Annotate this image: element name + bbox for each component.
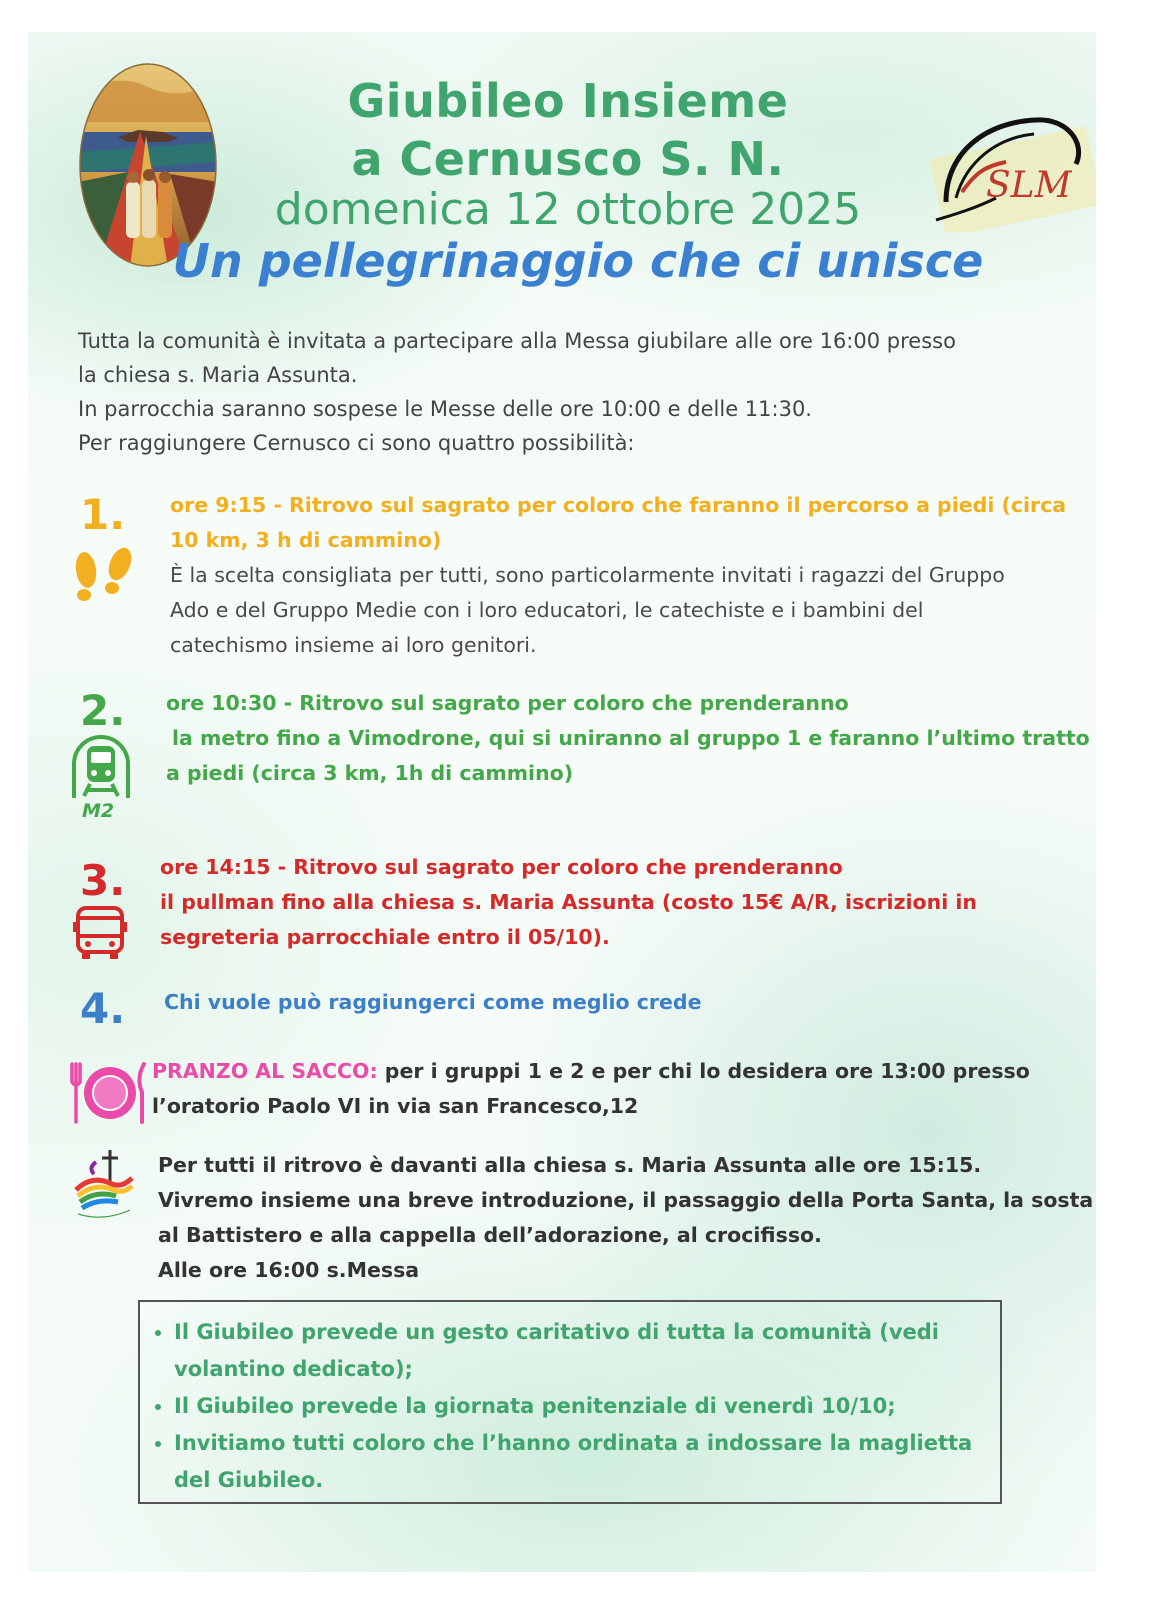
option-1-desc: catechismo insieme ai loro genitori.: [170, 633, 537, 657]
intro-line: la chiesa s. Maria Assunta.: [78, 363, 358, 387]
option-2-line: ore 10:30 - Ritrovo sul sagrato per coloro che prenderanno: [166, 691, 849, 715]
slm-parish-logo: [926, 102, 1096, 232]
intro-text: [78, 324, 1038, 460]
plate-cutlery-icon: [66, 1062, 150, 1124]
metro-train-icon: [68, 732, 134, 800]
option-2-text: [166, 686, 1090, 791]
option-1-text: [170, 488, 1066, 663]
jubilee-poster: [28, 32, 1096, 1572]
option-2-line: la metro fino a Vimodrone, qui si uniranno al gruppo 1 e faranno l’ultimo tratto: [172, 726, 1090, 750]
meeting-text: [158, 1148, 1093, 1288]
note-item: • Invitiamo tutti coloro che l’hanno ordinata a indossare la maglietta del Giubileo.: [174, 1425, 990, 1499]
option-1-desc: Ado e del Gruppo Medie con i loro educatori, le catechiste e i bambini del: [170, 598, 924, 622]
intro-line: In parrocchia saranno sospese le Messe delle ore 10:00 e delle 11:30.: [78, 397, 812, 421]
option-4-line: Chi vuole può raggiungerci come meglio crede: [164, 990, 702, 1014]
notes-box: [138, 1300, 1002, 1504]
subtitle: Un pellegrinaggio che ci unisce: [172, 234, 984, 288]
slm-logo-text: SLM: [986, 165, 1072, 206]
meeting-line: Vivremo insieme una breve introduzione, il passaggio della Porta Santa, la sosta: [158, 1188, 1094, 1212]
option-3-number: 3.: [80, 856, 126, 905]
meeting-line: Alle ore 16:00 s.Messa: [158, 1258, 420, 1282]
option-2-line: a piedi (circa 3 km, 1h di cammino): [166, 761, 574, 785]
option-3-line: segreteria parrocchiale entro il 05/10).: [160, 925, 610, 949]
meeting-line: al Battistero e alla cappella dell’adorazione, al crocifisso.: [158, 1223, 822, 1247]
option-1-desc: È la scelta consigliata per tutti, sono particolarmente invitati i ragazzi del Gruppo: [170, 563, 1005, 587]
title-line-1: Giubileo Insieme: [347, 74, 789, 128]
lunch-label: PRANZO AL SACCO:: [152, 1059, 378, 1083]
option-1-line: 10 km, 3 h di cammino): [170, 528, 442, 552]
jubilee-pilgrims-of-hope-logo: [72, 1144, 136, 1220]
notes-list: [140, 1302, 1000, 1499]
option-4-number: 4.: [80, 984, 126, 1033]
option-2-number: 2.: [80, 686, 126, 735]
lunch-text-1: per i gruppi 1 e 2 e per chi lo desidera ore 13:00 presso: [377, 1059, 1030, 1083]
title-line-2: a Cernusco S. N.: [351, 132, 785, 186]
option-1-line: ore 9:15 - Ritrovo sul sagrato per coloro che faranno il percorso a piedi (circa: [170, 493, 1067, 517]
intro-line: Tutta la comunità è invitata a partecipare alla Messa giubilare alle ore 16:00 presso: [78, 329, 956, 353]
option-3-text: [160, 850, 977, 955]
note-item: • Il Giubileo prevede un gesto caritativo di tutta la comunità (vedi volantino dedicato);: [174, 1314, 990, 1388]
option-4-text: [164, 985, 702, 1020]
footprints-icon: [70, 544, 142, 604]
option-3-line: ore 14:15 - Ritrovo sul sagrato per coloro che prenderanno: [160, 855, 843, 879]
metro-line-label: M2: [82, 800, 115, 822]
option-1-number: 1.: [80, 490, 126, 539]
lunch-text-2: l’oratorio Paolo VI in via san Francesco,12: [152, 1094, 639, 1118]
event-date: domenica 12 ottobre 2025: [274, 184, 862, 235]
meeting-line: Per tutti il ritrovo è davanti alla chiesa s. Maria Assunta alle ore 15:15.: [158, 1153, 982, 1177]
intro-line: Per raggiungere Cernusco ci sono quattro possibilità:: [78, 431, 635, 455]
lunch-text: [152, 1054, 1030, 1124]
note-item: • Il Giubileo prevede la giornata penitenziale di venerdì 10/10;: [174, 1388, 990, 1425]
bus-icon: [72, 904, 128, 962]
option-3-line: il pullman fino alla chiesa s. Maria Assunta (costo 15€ A/R, iscrizioni in: [160, 890, 977, 914]
